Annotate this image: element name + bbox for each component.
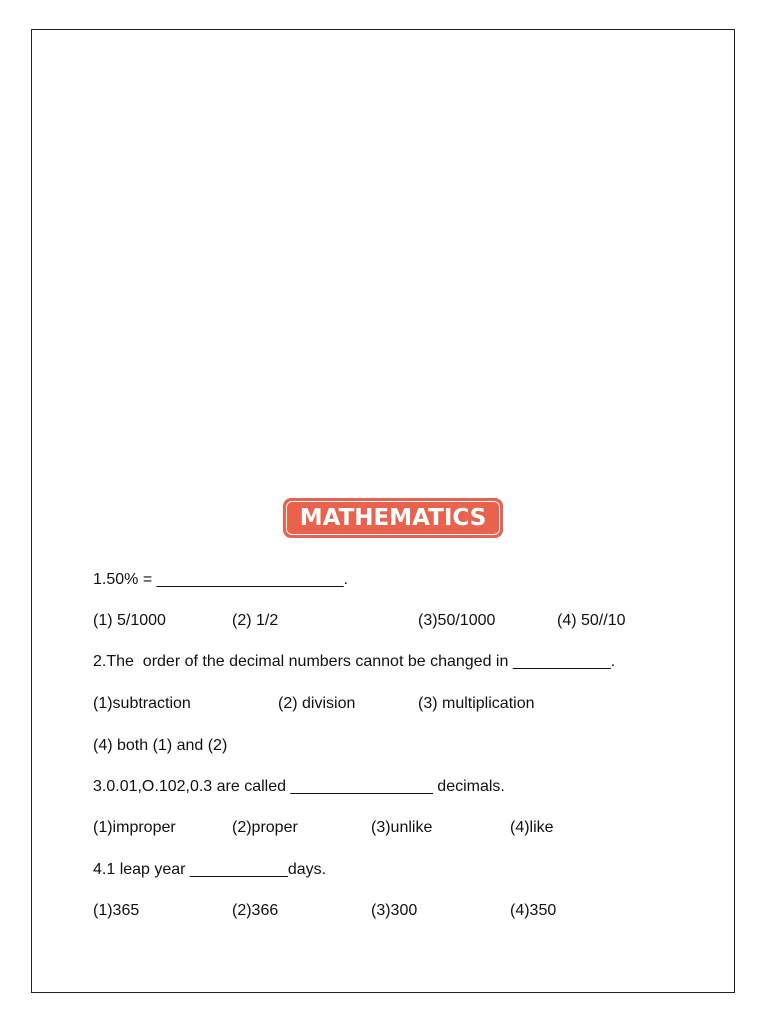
- question-4-option-4: (4)350: [510, 902, 557, 919]
- question-4-option-3: (3)300: [371, 902, 418, 919]
- question-1-option-1: (1) 5/1000: [93, 612, 166, 629]
- question-2-option-3: (3) multiplication: [418, 695, 535, 712]
- question-2-option-1: (1)subtraction: [93, 695, 191, 712]
- title-badge: [283, 498, 503, 538]
- question-4-text: 4.1 leap year ___________days.: [93, 861, 327, 878]
- question-1-option-4: (4) 50//10: [557, 612, 626, 629]
- question-1-option-3: (3)50/1000: [418, 612, 496, 629]
- question-4-option-2: (2)366: [232, 902, 279, 919]
- question-1-option-2: (2) 1/2: [232, 612, 279, 629]
- question-2-option-2: (2) division: [278, 695, 356, 712]
- question-3-option-2: (2)proper: [232, 819, 298, 836]
- question-3-option-4: (4)like: [510, 819, 554, 836]
- question-1-text: 1.50% = _____________________.: [93, 571, 348, 588]
- question-2-option-4: (4) both (1) and (2): [93, 737, 228, 754]
- question-3-text: 3.0.01,O.102,0.3 are called ________________ decimals.: [93, 778, 505, 795]
- question-4-option-1: (1)365: [93, 902, 140, 919]
- question-2-text: 2.The order of the decimal numbers cannot be changed in ___________.: [93, 653, 616, 670]
- question-3-option-1: (1)improper: [93, 819, 176, 836]
- question-3-option-3: (3)unlike: [371, 819, 433, 836]
- page-title: MATHEMATICS: [286, 501, 500, 535]
